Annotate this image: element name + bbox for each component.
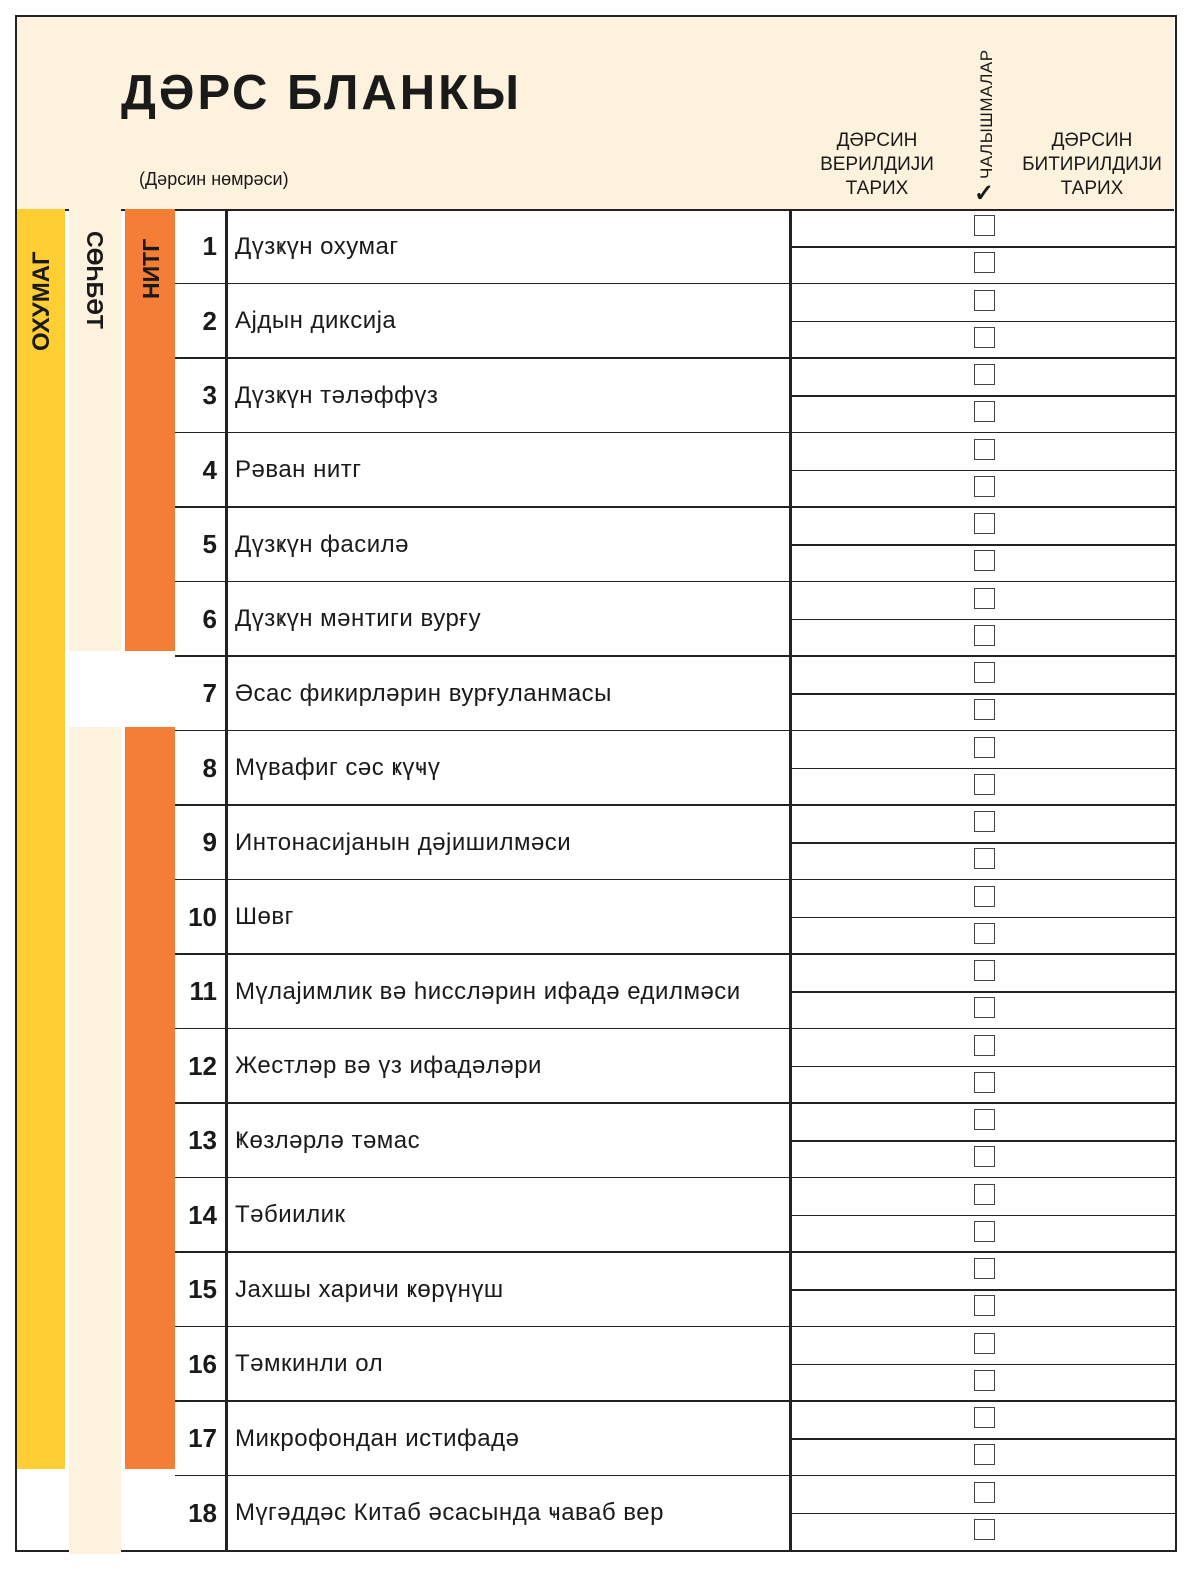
lesson-title: Әсас фикирләрин вурғуланмасы <box>235 679 612 707</box>
exercise-checkbox[interactable] <box>974 1221 995 1242</box>
lesson-number: 2 <box>202 305 217 336</box>
lesson-number-caption: (Дәрсин нөмрәси) <box>139 169 289 189</box>
lesson-form-sheet <box>15 15 1177 1552</box>
row-divider <box>175 581 1175 583</box>
row-divider <box>175 1400 1175 1402</box>
conversation-band-bottom <box>69 727 121 1554</box>
lesson-number: 6 <box>202 603 217 634</box>
lesson-number: 18 <box>188 1497 217 1528</box>
exercise-checkbox[interactable] <box>974 960 995 981</box>
lesson-number: 5 <box>202 529 217 559</box>
exercise-checkbox[interactable] <box>974 923 995 944</box>
exercise-checkbox[interactable] <box>974 1035 995 1056</box>
speech-band-label: НИТГ <box>138 238 164 299</box>
exercises-header <box>967 29 1007 207</box>
lesson-number: 4 <box>202 454 217 485</box>
exercise-checkbox[interactable] <box>974 1370 995 1391</box>
date-subrow-divider <box>790 1364 1175 1366</box>
exercise-checkbox[interactable] <box>974 1482 995 1503</box>
lesson-title: Рәван нитг <box>235 456 362 483</box>
exercise-checkbox[interactable] <box>974 625 995 646</box>
row-divider <box>175 1177 1175 1179</box>
exercise-checkbox[interactable] <box>974 1519 995 1540</box>
row-divider <box>175 432 1175 434</box>
exercise-checkbox[interactable] <box>974 1295 995 1316</box>
checkmark-icon: ✓ <box>974 180 995 207</box>
row-divider <box>175 506 1175 508</box>
lesson-title: Шөвг <box>235 903 294 930</box>
exercise-checkbox[interactable] <box>974 290 995 311</box>
lesson-title: Дүзҝүн мәнтиги вурғу <box>235 605 482 632</box>
date-column-divider <box>789 209 792 1552</box>
date-subrow-divider <box>790 246 1175 248</box>
exercise-checkbox[interactable] <box>974 662 995 683</box>
date-subrow-divider <box>790 917 1175 919</box>
lesson-number: 9 <box>202 827 217 857</box>
row-divider <box>175 804 1175 806</box>
lesson-title: Јахшы харичи ҝөрүнүш <box>235 1275 504 1303</box>
lesson-title: Ҝөзләрлә тәмас <box>235 1126 421 1154</box>
lesson-title: Дүзҝүн фасилә <box>235 530 410 558</box>
row-divider <box>175 1251 1175 1253</box>
exercise-checkbox[interactable] <box>974 588 995 609</box>
lesson-title: Интонасијанын дәјишилмәси <box>235 828 572 856</box>
row-divider <box>175 357 1175 359</box>
exercise-checkbox[interactable] <box>974 252 995 273</box>
exercise-checkbox[interactable] <box>974 1258 995 1279</box>
row-divider <box>175 730 1175 732</box>
date-subrow-divider <box>790 1215 1175 1217</box>
lesson-number: 7 <box>202 678 217 708</box>
lesson-title: Дүзҝүн тәләффүз <box>235 381 439 409</box>
row-divider <box>175 1028 1175 1030</box>
exercise-checkbox[interactable] <box>974 215 995 236</box>
date-subrow-divider <box>790 619 1175 621</box>
lesson-number: 8 <box>202 752 217 783</box>
exercise-checkbox[interactable] <box>974 997 995 1018</box>
date-subrow-divider <box>790 470 1175 472</box>
reading-band-label: ОХУМАГ <box>28 251 55 351</box>
lesson-title: Тәмкинли ол <box>235 1350 384 1377</box>
lesson-number: 10 <box>188 901 217 932</box>
exercise-checkbox[interactable] <box>974 1333 995 1354</box>
row-divider <box>175 1102 1175 1104</box>
date-subrow-divider <box>790 1289 1175 1291</box>
date-subrow-divider <box>790 321 1175 323</box>
form-header <box>17 17 1174 211</box>
date-subrow-divider <box>790 991 1175 993</box>
date-subrow-divider <box>790 842 1175 844</box>
date-completed-header: ДӘРСИН БИТИРИЛДИЈИ ТАРИХ <box>1022 130 1162 199</box>
exercise-checkbox[interactable] <box>974 774 995 795</box>
exercise-checkbox[interactable] <box>974 401 995 422</box>
speech-band-top <box>125 209 175 651</box>
lesson-title: Тәбиилик <box>235 1201 346 1228</box>
form-title: ДӘРС БЛАНКЫ <box>121 66 522 120</box>
lesson-number: 14 <box>188 1199 217 1230</box>
lesson-title: Дүзҝүн охумаг <box>235 232 399 260</box>
exercise-checkbox[interactable] <box>974 439 995 460</box>
exercise-checkbox[interactable] <box>974 699 995 720</box>
date-subrow-divider <box>790 693 1175 695</box>
lesson-number: 13 <box>188 1125 217 1155</box>
date-subrow-divider <box>790 768 1175 770</box>
exercise-checkbox[interactable] <box>974 1444 995 1465</box>
exercise-checkbox[interactable] <box>974 1072 995 1093</box>
lesson-title: Микрофондан истифадә <box>235 1424 520 1452</box>
date-subrow-divider <box>790 1438 1175 1440</box>
lesson-number: 1 <box>202 231 217 261</box>
exercise-checkbox[interactable] <box>974 1407 995 1428</box>
date-subrow-divider <box>790 1066 1175 1068</box>
number-column-divider <box>225 209 228 1552</box>
row-divider <box>175 1326 1175 1328</box>
exercise-checkbox[interactable] <box>974 550 995 571</box>
reading-band <box>17 209 65 1469</box>
exercise-checkbox[interactable] <box>974 364 995 385</box>
lesson-number: 3 <box>202 380 217 410</box>
row-divider <box>175 879 1175 881</box>
lesson-number: 17 <box>188 1423 217 1453</box>
exercise-checkbox[interactable] <box>974 737 995 758</box>
date-subrow-divider <box>790 1140 1175 1142</box>
date-subrow-divider <box>790 1513 1175 1515</box>
lesson-title: Мүлајимлик вә һиссләрин ифадә едилмәси <box>235 977 741 1005</box>
exercises-header-label: ЧАЛЫШМАЛАР <box>977 49 996 179</box>
speech-band-bottom <box>125 727 175 1469</box>
lesson-number: 16 <box>188 1348 217 1379</box>
lesson-number: 11 <box>189 976 217 1006</box>
exercise-checkbox[interactable] <box>974 811 995 832</box>
exercise-checkbox[interactable] <box>974 513 995 534</box>
exercise-checkbox[interactable] <box>974 886 995 907</box>
exercise-checkbox[interactable] <box>974 327 995 348</box>
exercise-checkbox[interactable] <box>974 476 995 497</box>
conversation-band-top <box>69 209 121 651</box>
lesson-number: 12 <box>188 1050 217 1081</box>
lesson-title: Жестләр вә үз ифадәләри <box>235 1052 542 1079</box>
row-divider <box>175 655 1175 657</box>
exercise-checkbox[interactable] <box>974 1109 995 1130</box>
row-divider <box>175 283 1175 285</box>
exercise-checkbox[interactable] <box>974 1184 995 1205</box>
row-divider <box>175 1475 1175 1477</box>
conversation-band-label: СӨҺБӘТ <box>82 231 108 329</box>
date-subrow-divider <box>790 544 1175 546</box>
exercise-checkbox[interactable] <box>974 848 995 869</box>
lesson-number: 15 <box>188 1274 217 1304</box>
lesson-title: Мүвафиг сәс ҝүҹү <box>235 754 441 781</box>
exercise-checkbox[interactable] <box>974 1146 995 1167</box>
lesson-title: Мүгәддәс Китаб әсасында ҹаваб вер <box>235 1499 664 1526</box>
row-divider <box>175 953 1175 955</box>
date-subrow-divider <box>790 395 1175 397</box>
date-assigned-header: ДӘРСИН ВЕРИЛДИЈИ ТАРИХ <box>820 130 934 199</box>
lesson-title: Ајдын диксија <box>235 307 397 334</box>
